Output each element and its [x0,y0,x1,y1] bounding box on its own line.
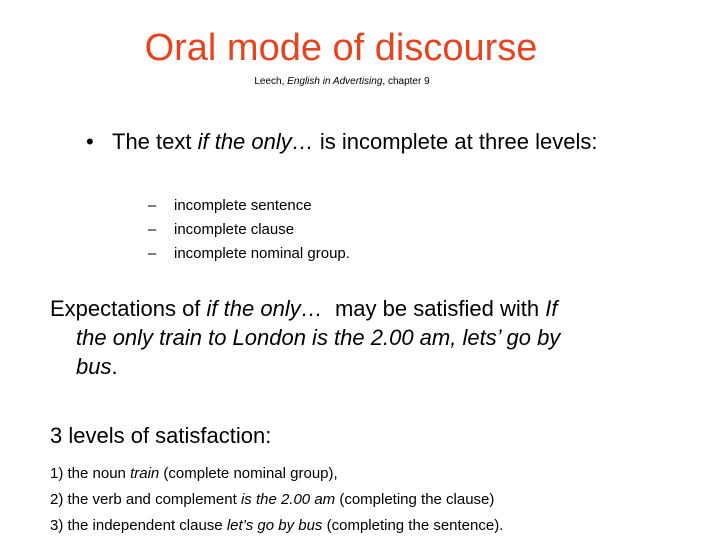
dash-marker: – [148,245,157,262]
slide-title: Oral mode of discourse [144,27,538,69]
bullet-em: if the only… [197,129,314,154]
expectation-line-2 [50,323,670,352]
dash-marker: – [148,221,157,238]
list-item [148,218,568,242]
citation-author: Leech, [254,76,285,87]
level-em: is the 2.00 am [240,491,336,508]
list-item-text: incomplete nominal group. [174,245,350,262]
expectation-pre: Expectations of [50,296,207,321]
main-bullet-text [86,128,646,156]
expectation-end: . [111,354,118,379]
level-pre: 1) the noun [50,465,131,482]
expectation-em1: if the only… [206,296,323,321]
level-item [50,487,670,513]
expectation-paragraph [50,294,670,381]
level-post: (completing the sentence). [322,517,504,534]
expectation-line-1 [50,294,670,323]
citation [0,76,684,88]
bullet-post: is incomplete at three levels: [313,129,598,154]
expectation-mid: may be satisfied with [322,296,546,321]
list-item-text: incomplete sentence [174,197,312,214]
levels-heading: 3 levels of satisfaction: [50,423,272,448]
expectation-em2-c: bus [76,354,112,379]
bullet-pre: The text [112,129,198,154]
main-bullet [86,128,646,156]
level-em: let’s go by bus [226,517,323,534]
list-item [148,242,568,266]
citation-book: English in Advertising [287,76,383,87]
citation-chapter: , chapter 9 [382,76,430,87]
level-item [50,461,670,487]
list-item [148,194,568,218]
levels-list [50,461,670,539]
level-post: (completing the clause) [335,491,495,508]
incompleteness-list [148,194,568,266]
list-item-text: incomplete clause [174,221,295,238]
level-post: (complete nominal group), [159,465,338,482]
level-em: train [130,465,160,482]
expectation-em2-b: the only train to London is the 2.00 am, lets’ go by [76,325,561,350]
expectation-line-3 [50,352,670,381]
level-pre: 3) the independent clause [50,517,227,534]
level-pre: 2) the verb and complement [50,491,241,508]
bullet-marker: • [86,129,94,154]
expectation-em2-a: If [545,296,558,321]
level-item [50,513,670,539]
dash-marker: – [148,197,157,214]
